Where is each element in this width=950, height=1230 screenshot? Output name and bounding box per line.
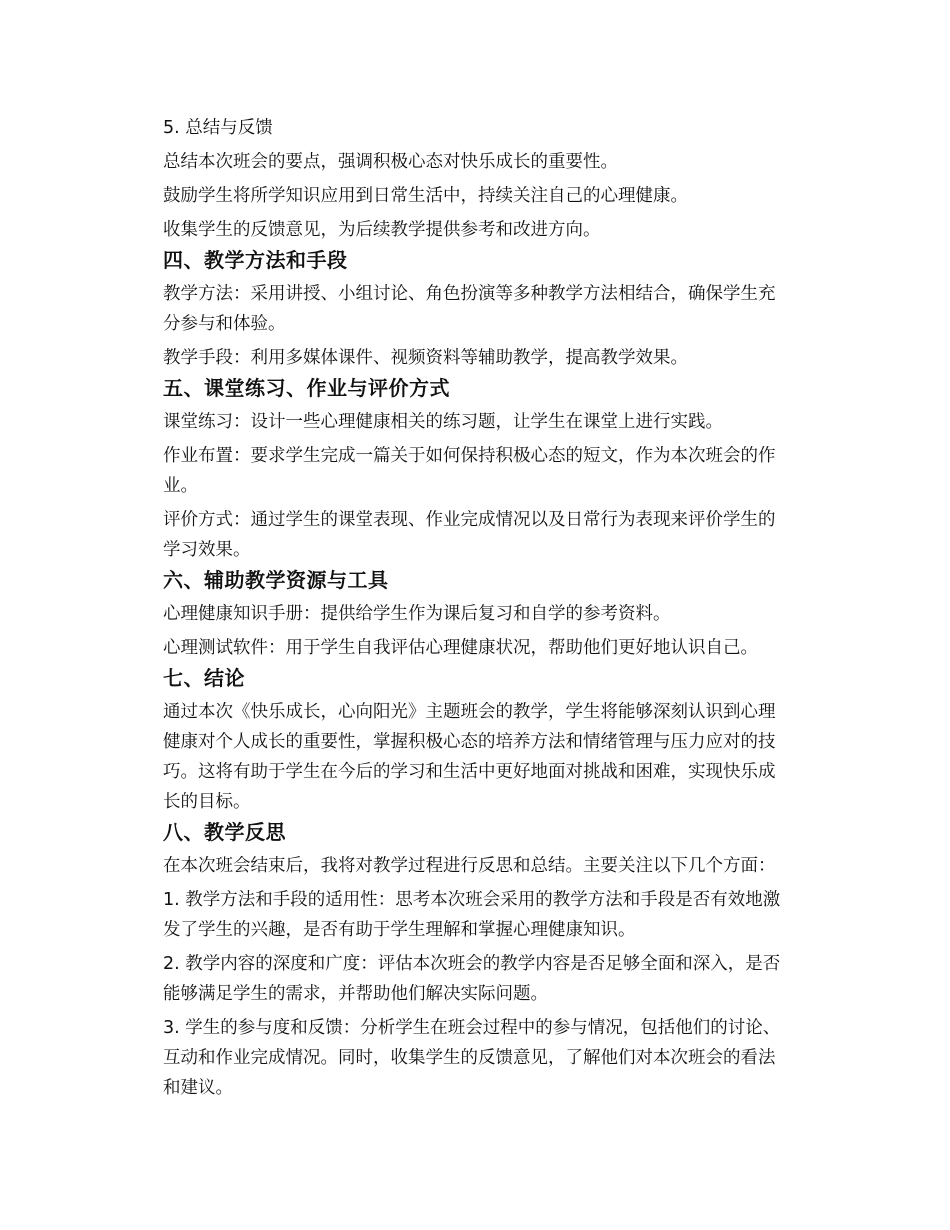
section-practice-homework-evaluation <box>163 373 788 565</box>
section-heading: 四、教学方法和手段 <box>163 248 348 272</box>
section-heading: 七、结论 <box>163 666 245 690</box>
paragraph: 在本次班会结束后，我将对教学过程进行反思和总结。主要关注以下几个方面： <box>163 856 776 876</box>
document-page <box>163 113 788 1103</box>
paragraph: 总结本次班会的要点，强调积极心态对快乐成长的重要性。 <box>163 152 618 172</box>
paragraph: 课堂练习：设计一些心理健康相关的练习题，让学生在课堂上进行实践。 <box>163 412 723 432</box>
paragraph: 鼓励学生将所学知识应用到日常生活中，持续关注自己的心理健康。 <box>163 186 688 206</box>
paragraph: 通过本次《快乐成长，心向阳光》主题班会的教学，学生将能够深刻认识到心理健康对个人成长的重要性，掌握积极心态的培养方法和情绪管理与压力应对的技巧。这将有助于学生在今后的学习和生活中更好地面对挑战和困难，实现快乐成长的目标。 <box>163 702 776 812</box>
paragraph: 收集学生的反馈意见，为后续教学提供参考和改进方向。 <box>163 220 601 240</box>
section-teaching-methods <box>163 245 788 373</box>
list-item-title: 5. 总结与反馈 <box>163 118 273 138</box>
section-reflection <box>163 817 788 1103</box>
paragraph: 心理健康知识手册：提供给学生作为课后复习和自学的参考资料。 <box>163 604 671 624</box>
paragraph: 心理测试软件：用于学生自我评估心理健康状况，帮助他们更好地认识自己。 <box>163 638 758 658</box>
section-summary-feedback <box>163 113 788 245</box>
list-item: 3. 学生的参与度和反馈：分析学生在班会过程中的参与情况，包括他们的讨论、互动和作业完成情况。同时，收集学生的反馈意见，了解他们对本次班会的看法和建议。 <box>163 1018 781 1098</box>
list-item: 2. 教学内容的深度和广度：评估本次班会的教学内容是否足够全面和深入，是否能够满足学生的需求，并帮助他们解决实际问题。 <box>163 954 781 1004</box>
section-conclusion <box>163 663 788 817</box>
paragraph: 作业布置：要求学生完成一篇关于如何保持积极心态的短文，作为本次班会的作业。 <box>163 446 776 496</box>
section-heading: 六、辅助教学资源与工具 <box>163 568 389 592</box>
section-resources-tools <box>163 565 788 663</box>
section-heading: 八、教学反思 <box>163 820 286 844</box>
paragraph: 教学方法：采用讲授、小组讨论、角色扮演等多种教学方法相结合，确保学生充分参与和体验。 <box>163 284 776 334</box>
paragraph: 评价方式：通过学生的课堂表现、作业完成情况以及日常行为表现来评价学生的学习效果。 <box>163 510 776 560</box>
paragraph: 教学手段：利用多媒体课件、视频资料等辅助教学，提高教学效果。 <box>163 348 688 368</box>
list-item: 1. 教学方法和手段的适用性：思考本次班会采用的教学方法和手段是否有效地激发了学生的兴趣，是否有助于学生理解和掌握心理健康知识。 <box>163 890 781 940</box>
section-heading: 五、课堂练习、作业与评价方式 <box>163 376 450 400</box>
